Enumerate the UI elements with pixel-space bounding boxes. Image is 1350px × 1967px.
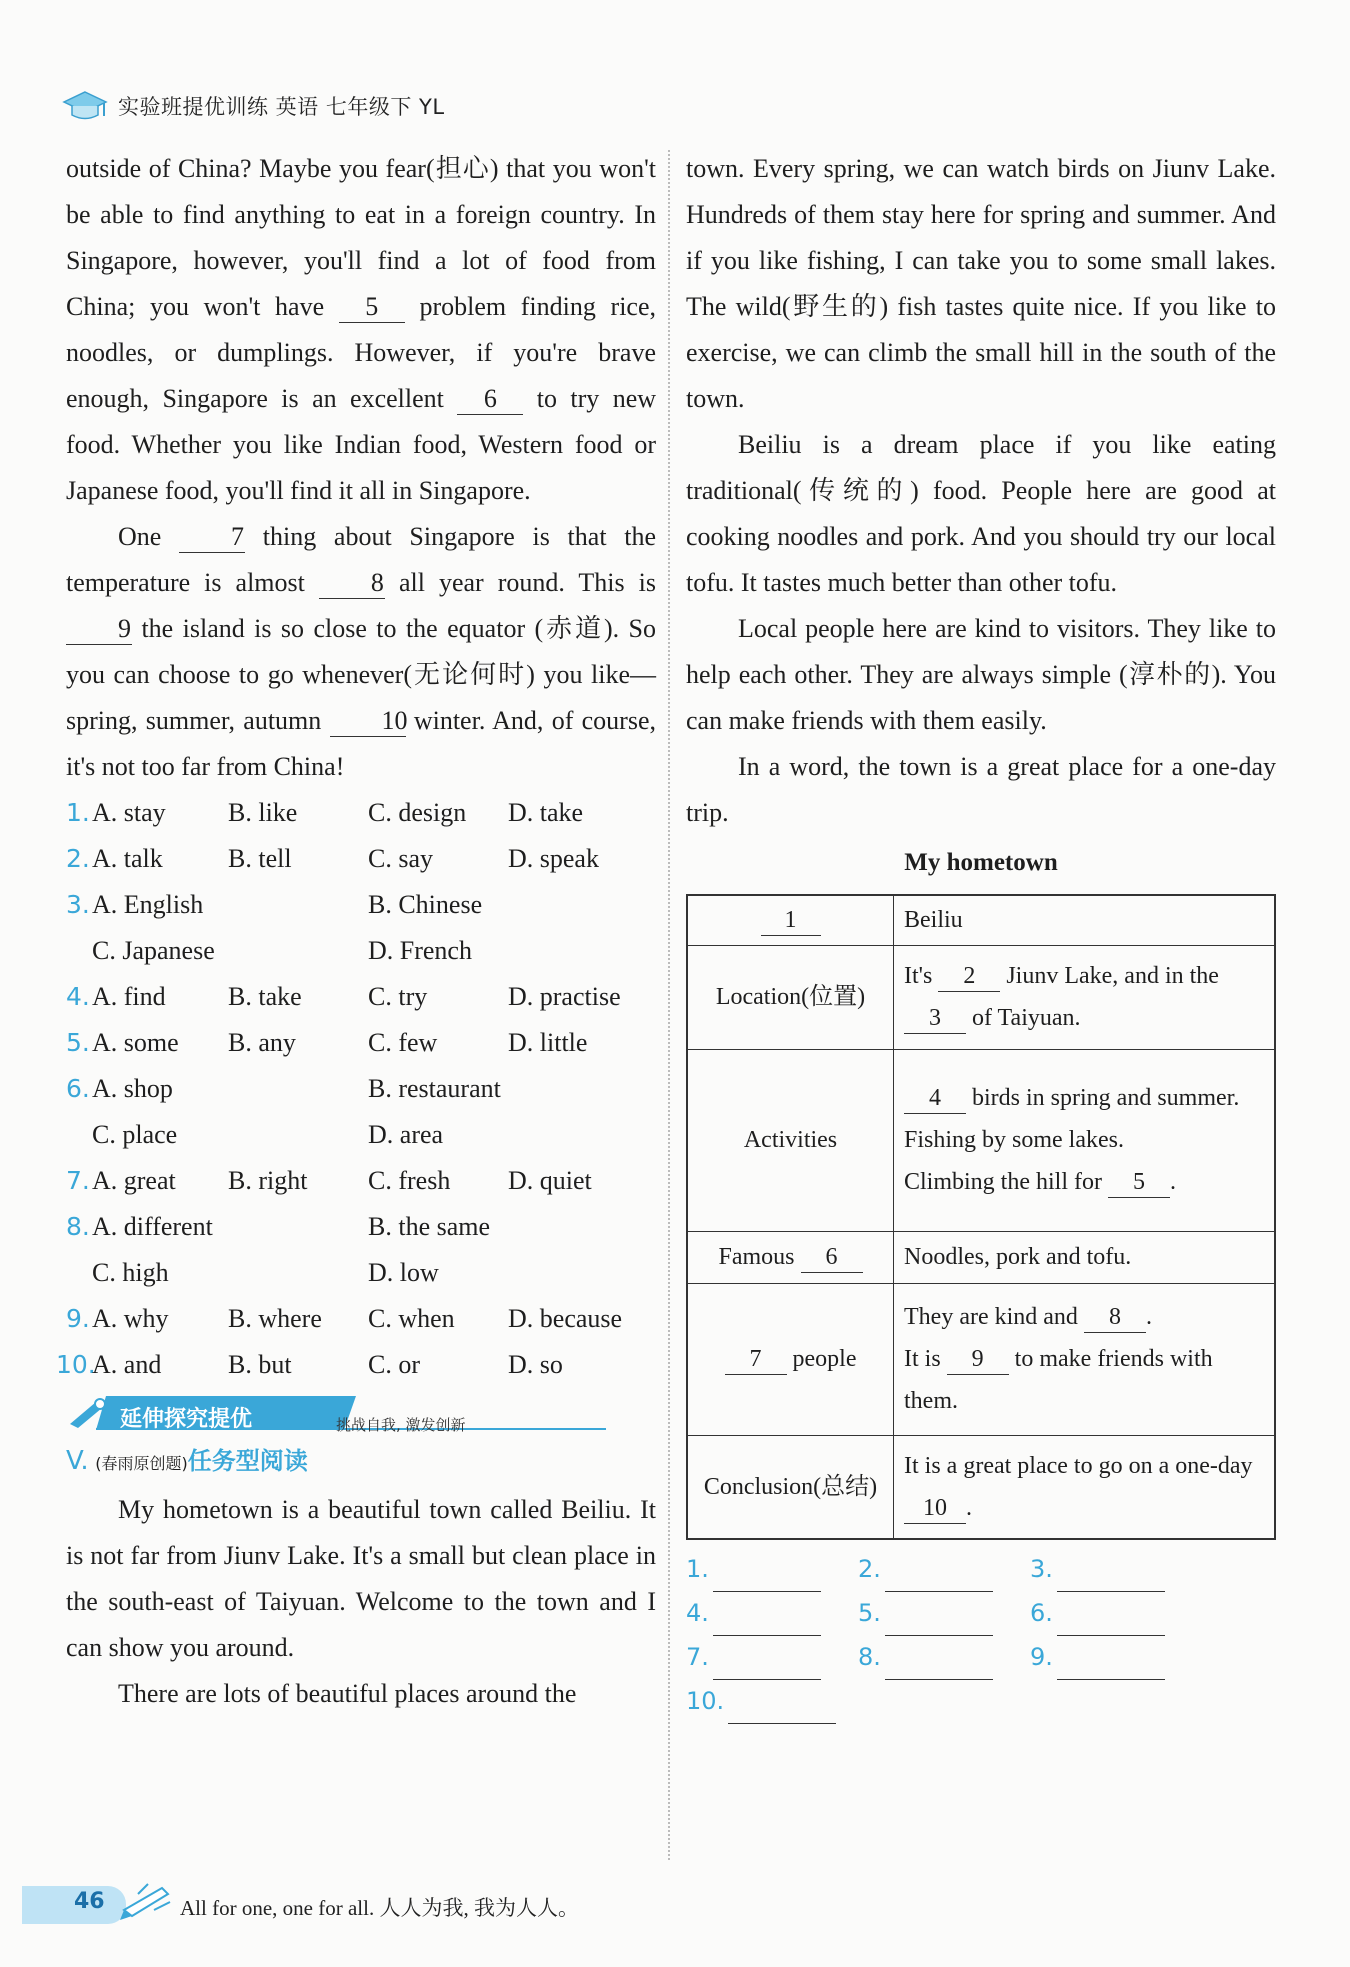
page-header (62, 88, 445, 124)
answer-number: 4. (686, 1599, 709, 1627)
answer-item (686, 1546, 858, 1592)
answer-item (1030, 1546, 1202, 1592)
answer-item (1030, 1590, 1202, 1636)
blank-6[interactable]: 6 (457, 384, 523, 415)
cell-text: It's (904, 963, 933, 989)
option-row (66, 1250, 656, 1296)
option[interactable]: C. or (368, 1350, 420, 1379)
page-number-tab (22, 1886, 126, 1924)
page-number: 46 (74, 1889, 105, 1914)
table-cell (687, 1231, 894, 1283)
passage-text: One (118, 522, 162, 551)
option[interactable]: B. tell (228, 844, 292, 873)
table-cell: Noodles, pork and tofu. (894, 1231, 1276, 1283)
answer-number: 1. (686, 1555, 709, 1583)
question-number: 6. (66, 1074, 90, 1103)
section-banner (66, 1394, 656, 1434)
cell-text: . (1170, 1169, 1176, 1195)
answer-lines (686, 1548, 1276, 1724)
option[interactable]: C. place (92, 1120, 178, 1149)
answer-number: 10. (686, 1687, 725, 1715)
answer-number: 5. (858, 1599, 881, 1627)
cell-text: birds in spring and summer. (972, 1085, 1240, 1111)
cell-text: of Taiyuan. (972, 1005, 1081, 1031)
option[interactable]: D. speak (508, 844, 599, 873)
banner-subtitle: 挑战自我, 激发创新 (336, 1416, 466, 1434)
option-row (66, 1112, 656, 1158)
left-column (56, 146, 657, 1717)
answer-item (686, 1634, 858, 1680)
option[interactable]: D. because (508, 1304, 623, 1333)
blank-10[interactable]: 10 (330, 706, 406, 737)
answer-row (686, 1548, 1276, 1592)
option[interactable]: A. talk (92, 844, 163, 873)
page-footer (22, 1880, 1332, 1932)
answer-line[interactable] (885, 1655, 993, 1680)
option[interactable]: D. quiet (508, 1166, 592, 1195)
right-column (686, 146, 1276, 1724)
table-blank-10[interactable]: 10 (904, 1493, 966, 1524)
answer-number: 9. (1030, 1643, 1053, 1671)
passage-text: thing about Singapore is that the temperature is almost (66, 522, 657, 597)
option[interactable]: B. Chinese (368, 890, 483, 919)
blank-9[interactable]: 9 (66, 614, 132, 645)
option[interactable]: B. the same (368, 1212, 491, 1241)
table-blank-6[interactable]: 6 (801, 1242, 863, 1273)
option-row (66, 928, 656, 974)
question-number: 5. (66, 1028, 90, 1057)
question-number: 3. (66, 890, 90, 919)
table-row (687, 1435, 1275, 1539)
option[interactable]: C. Japanese (92, 936, 215, 965)
blank-7[interactable]: 7 (179, 522, 245, 553)
cell-text: Fishing by some lakes. (904, 1127, 1124, 1153)
option-row (66, 790, 656, 836)
table-cell: Activities (687, 1049, 894, 1231)
table-blank-9[interactable]: 9 (947, 1344, 1009, 1375)
table-cell (687, 1283, 894, 1435)
cell-text: to make friends with them. (904, 1346, 1213, 1414)
answer-line[interactable] (885, 1611, 993, 1636)
option-row (66, 974, 656, 1020)
table-row (687, 1283, 1275, 1435)
reading-paragraph: Local people here are kind to visitors. They like to help each other. They are always simple (淳朴的). You can make friends with them easily. (686, 614, 1276, 735)
answer-row (686, 1636, 1276, 1680)
answer-line[interactable] (713, 1567, 821, 1592)
cell-text: Jiunv Lake, and in the (1006, 963, 1219, 989)
option-row (66, 1158, 656, 1204)
table-blank-2[interactable]: 2 (938, 961, 1000, 992)
answer-item (858, 1546, 1030, 1592)
table-cell (894, 1049, 1276, 1231)
answer-row (686, 1680, 1276, 1724)
table-cell (894, 945, 1276, 1049)
section-source: (春雨原创题) (95, 1454, 188, 1473)
cell-text: They are kind and (904, 1304, 1078, 1330)
graduation-cap-icon (62, 88, 108, 124)
table-blank-3[interactable]: 3 (904, 1003, 966, 1034)
section-number: V. (66, 1446, 89, 1476)
table-row (687, 1049, 1275, 1231)
option[interactable]: C. try (368, 982, 428, 1011)
banner-title: 延伸探究提优 (120, 1407, 253, 1432)
option-row (66, 1020, 656, 1066)
question-number: 4. (66, 982, 90, 1011)
table-blank-8[interactable]: 8 (1084, 1302, 1146, 1333)
option[interactable]: D. area (368, 1120, 444, 1149)
option[interactable]: A. some (92, 1028, 179, 1057)
table-cell (894, 1435, 1276, 1539)
cell-text: It is (904, 1346, 941, 1372)
cell-text: Climbing the hill for (904, 1169, 1102, 1195)
question-number: 9. (66, 1304, 90, 1333)
cell-text: people (792, 1346, 857, 1372)
table-blank-7[interactable]: 7 (725, 1344, 787, 1375)
answer-line[interactable] (1057, 1611, 1165, 1636)
passage-paragraph (66, 146, 656, 514)
column-divider (668, 150, 670, 1860)
table-cell: Conclusion(总结) (687, 1435, 894, 1539)
option[interactable]: C. high (92, 1258, 169, 1287)
reading-paragraph: There are lots of beautiful places around the (118, 1679, 577, 1708)
option[interactable]: B. restaurant (368, 1074, 501, 1103)
table-cell: Location(位置) (687, 945, 894, 1049)
section-task-title: 任务型阅读 (187, 1447, 308, 1475)
table-cell: Beiliu (894, 895, 1276, 945)
option[interactable]: B. like (228, 798, 298, 827)
option[interactable]: C. when (368, 1304, 455, 1333)
answer-number: 2. (858, 1555, 881, 1583)
option[interactable]: A. find (92, 982, 166, 1011)
question-number: 2. (66, 844, 90, 873)
passage-text: to try new food. Whether you like Indian food, Western food or Japanese food, you'll find it all in Singapore. (66, 384, 657, 505)
option[interactable]: C. fresh (368, 1166, 451, 1195)
reading-paragraph: My hometown is a beautiful town called Beiliu. It is not far from Jiunv Lake. It's a small but clean place in the south-east of Taiyuan. Welcome to the town and I can show you around. (66, 1495, 656, 1662)
table-cell (687, 895, 894, 945)
header-title: 实验班提优训练 英语 七年级下 YL (118, 95, 445, 119)
option[interactable]: B. take (228, 982, 302, 1011)
answer-number: 3. (1030, 1555, 1053, 1583)
passage-paragraph (66, 514, 656, 790)
option[interactable]: B. but (228, 1350, 292, 1379)
option[interactable]: D. so (508, 1350, 563, 1379)
option[interactable]: A. and (92, 1350, 162, 1379)
answer-number: 8. (858, 1643, 881, 1671)
table-row (687, 945, 1275, 1049)
pen-icon (118, 1880, 178, 1924)
options-list (56, 790, 656, 1388)
option-row (66, 836, 656, 882)
hometown-table (686, 894, 1276, 1540)
option[interactable]: B. where (228, 1304, 322, 1333)
answer-line[interactable] (713, 1655, 821, 1680)
answer-line[interactable] (1057, 1655, 1165, 1680)
cell-text: It is a great place to go on a one-day (904, 1452, 1253, 1479)
reading-paragraph: town. Every spring, we can watch birds on Jiunv Lake. Hundreds of them stay here for spring and summer. And if you like fishing, I can take you to some small lakes. The wild(野生的) fish tastes quite nice. If you like to exercise, we can climb the small hill in the south of the town. (686, 154, 1276, 413)
option[interactable]: C. few (368, 1028, 438, 1057)
answer-row (686, 1592, 1276, 1636)
option[interactable]: C. design (368, 798, 467, 827)
option[interactable]: A. stay (92, 798, 166, 827)
passage-text: winter. And, of course, it's not too far from China! (66, 706, 657, 781)
answer-item (686, 1590, 858, 1636)
option-row (66, 882, 656, 928)
answer-line[interactable] (1057, 1567, 1165, 1592)
table-row (687, 895, 1275, 945)
answer-number: 7. (686, 1643, 709, 1671)
answer-line[interactable] (885, 1567, 993, 1592)
option[interactable]: A. English (92, 890, 204, 919)
option[interactable]: A. different (92, 1212, 213, 1241)
answer-item (858, 1590, 1030, 1636)
option[interactable]: D. French (368, 936, 472, 965)
cell-text: . (1145, 1304, 1152, 1330)
option[interactable]: C. say (368, 844, 433, 873)
option[interactable]: B. any (228, 1028, 296, 1057)
table-cell (894, 1283, 1276, 1435)
blank-8[interactable]: 8 (319, 568, 385, 599)
option-row (56, 1342, 656, 1388)
table-title: My hometown (904, 849, 1058, 876)
question-number: 7. (66, 1166, 90, 1195)
table-row (687, 1231, 1275, 1283)
table-blank-1[interactable]: 1 (761, 905, 821, 936)
option[interactable]: B. right (228, 1166, 308, 1195)
option[interactable]: D. low (368, 1258, 439, 1287)
option-row (66, 1296, 656, 1342)
option[interactable]: D. little (508, 1028, 588, 1057)
option[interactable]: D. practise (508, 982, 621, 1011)
option[interactable]: A. why (92, 1304, 169, 1333)
answer-item (1030, 1634, 1202, 1680)
passage-text: outside of China? Maybe you fear(担心) that you won't be able to find anything to eat in a foreign country. In Singapore, however, you'll find a lot of food from China; you won't have (66, 154, 656, 321)
cell-text: Famous (718, 1244, 795, 1270)
answer-item (858, 1634, 1030, 1680)
reading-paragraph: Beiliu is a dream place if you like eating traditional(传统的) food. People here are good at cooking noodles and pork. And you should try our local tofu. It tastes much better than other tofu. (686, 430, 1276, 597)
passage-text: the island is so close to the equator (赤道). So you can choose to go whenever(无论何时) you like—spring, summer, autumn (66, 614, 657, 735)
passage-text: all year round. This is (398, 568, 657, 597)
question-number: 10. (56, 1350, 96, 1379)
option[interactable]: D. take (508, 798, 584, 827)
question-number: 8. (66, 1212, 90, 1241)
table-blank-4[interactable]: 4 (904, 1083, 966, 1114)
answer-line[interactable] (728, 1699, 836, 1724)
answer-line[interactable] (713, 1611, 821, 1636)
answer-item (686, 1678, 858, 1724)
table-blank-5[interactable]: 5 (1108, 1167, 1170, 1198)
blank-5[interactable]: 5 (339, 292, 405, 323)
cell-text: . (966, 1494, 972, 1521)
passage-text: problem finding rice, noodles, or dumplings. However, if you're brave enough, Singapore is an excellent (66, 292, 657, 413)
option[interactable]: A. shop (92, 1074, 173, 1103)
option-row (66, 1204, 656, 1250)
answer-number: 6. (1030, 1599, 1053, 1627)
option[interactable]: A. great (92, 1166, 176, 1195)
option-row (66, 1066, 656, 1112)
question-number: 1. (66, 798, 90, 827)
footer-motto: All for one, one for all. 人人为我, 我为人人。 (180, 1896, 579, 1920)
reading-paragraph: In a word, the town is a great place for a one-day trip. (686, 752, 1276, 827)
